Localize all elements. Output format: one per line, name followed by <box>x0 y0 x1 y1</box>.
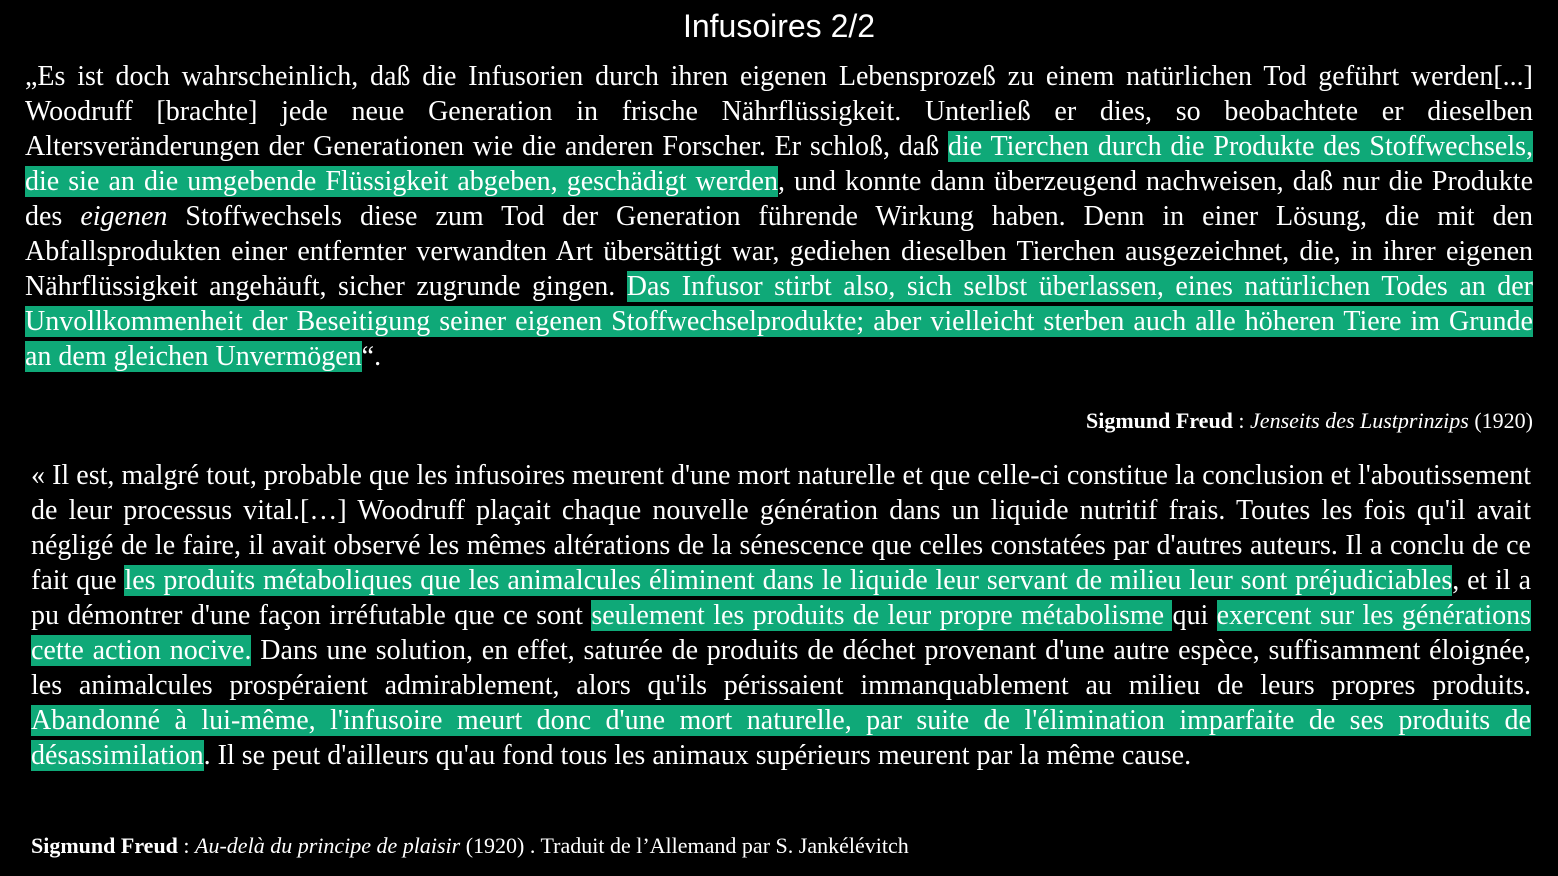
french-text-4: Dans une solution, en effet, saturée de produits de déchet provenant d'une autre espèce, suffisamment éloignée, les animalcules prospéraient admirablement, alors qu'ils périssaient immanquablement au milieu de leurs propres produits. <box>31 635 1532 701</box>
french-highlight-2: seulement les produits de leur propre métabolisme <box>591 600 1173 631</box>
french-text-3: qui <box>1172 600 1217 631</box>
french-text-1: « Il est, malgré tout, probable que les infusoires meurent d'une mort naturelle et que celle-ci constitue la conclusion et l'aboutissement de leur processus vital.[…] Woodruff plaçait chaque nouvelle génération dans un liquide nutritif frais. Toutes les fois qu'il avait négligé de le faire, il avait observé les mêmes altérations de la sénescence que celles constatées par d'autres auteurs. Il a conclu de ce fait que <box>31 460 1531 596</box>
slide-title: Infusoires 2/2 <box>682 8 876 44</box>
german-text-3: Stoffwechsels diese zum Tod der Generation führende Wirkung haben. Denn in einer Lösung, die mit den Abfallsprodukten einer entfernter verwandten Art übersättigt war, gediehen dieselben Tierchen ausgezeichnet, die, in ihrer eigenen Nährflüssigkeit angehäuft, sicher zugrunde gingen. <box>25 201 1534 302</box>
source2-work: Au-delà du principe de plaisir <box>195 833 461 858</box>
french-highlight-1: les produits métaboliques que les animalcules éliminent dans le liquide leur servant de milieu leur sont préjudiciables <box>124 565 1453 596</box>
german-text-2: , und konnte dann überzeugend nachweisen, daß nur die Produkte des <box>25 166 1534 232</box>
source1-author: Sigmund Freud <box>1086 408 1233 433</box>
german-highlight-2: Das Infusor stirbt also, sich selbst überlassen, eines natürlichen Todes an der Unvollkommenheit der Beseitigung seiner eigenen Stoffwechselprodukte; aber vielleicht sterben auch alle höheren Tiere im Grunde an dem gleichen Unvermögen <box>25 271 1534 372</box>
source1-year: (1920) <box>1468 408 1533 433</box>
french-highlight-3: exercent sur les générations cette action nocive. <box>31 600 1531 666</box>
source2-separator: : <box>177 833 196 858</box>
french-text-5: . Il se peut d'ailleurs qu'au fond tous les animaux supérieurs meurent par la même cause. <box>203 740 1192 771</box>
french-highlight-4: Abandonné à lui-même, l'infusoire meurt donc d'une mort naturelle, par suite de l'élimination imparfaite de ses produits de désassimilation <box>31 705 1531 771</box>
french-text-2: , et il a pu démontrer d'une façon irréfutable que ce sont <box>31 565 1531 631</box>
german-text-4: “. <box>361 341 382 372</box>
german-emphasis: eigenen <box>80 201 168 232</box>
german-highlight-1: die Tierchen durch die Produkte des Stoffwechsels, die sie an die umgebende Flüssigkeit abgeben, geschädigt werden <box>25 131 1533 197</box>
french-quote <box>31 458 1531 773</box>
german-quote <box>25 59 1533 374</box>
source2-author: Sigmund Freud <box>31 833 178 858</box>
source1-work: Jenseits des Lustprinzips <box>1250 408 1469 433</box>
german-text-1: „Es ist doch wahrscheinlich, daß die Infusorien durch ihren eigenen Lebensprozeß zu einem natürlichen Tod geführt werden[...] Woodruff [brachte] jede neue Generation in frische Nährflüssigkeit. Unterließ er dies, so beobachtete er dieselben Altersveränderungen der Generationen wie die anderen Forscher. Er schloß, daß <box>25 61 1533 162</box>
source1-separator: : <box>1232 408 1251 433</box>
french-source-citation <box>31 832 909 860</box>
source2-rest: (1920) . Traduit de l’Allemand par S. Jankélévitch <box>460 833 909 858</box>
german-source-citation <box>1086 407 1533 435</box>
